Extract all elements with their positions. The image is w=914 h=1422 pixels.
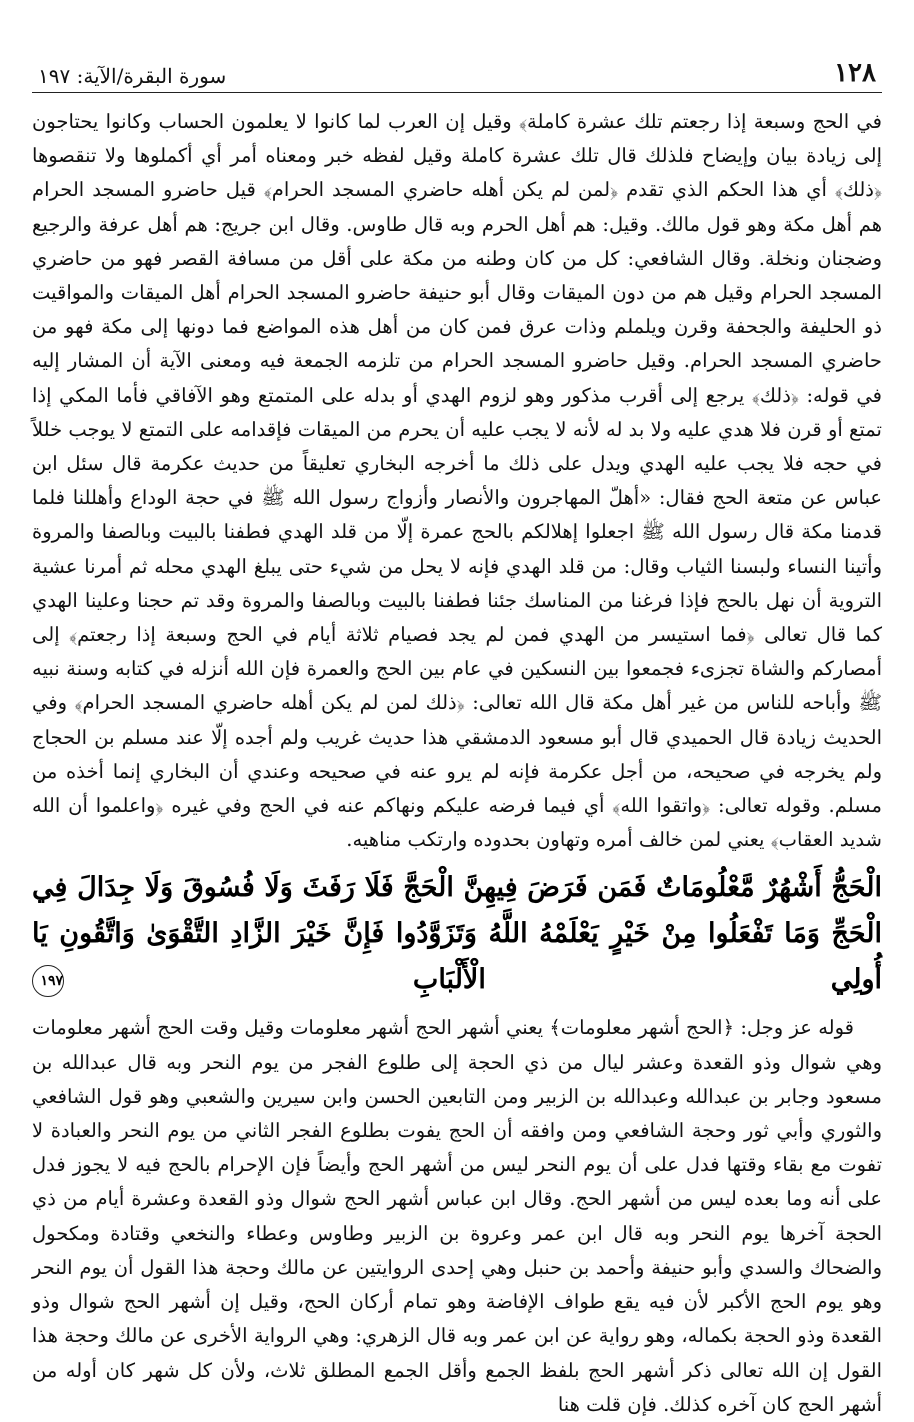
commentary-paragraph-1: في الحج وسبعة إذا رجعتم تلك عشرة كاملة﴾ وقيل إن العرب لما كانوا لا يعلمون الحساب وكانوا يحتاجون إلى زيادة بيان وإيضاح فلذلك قال تلك عشرة كاملة وقيل لفظه خبر ومعناه أمر أي أكملوها ولا تنقصوها ﴿ذلك﴾ أي هذا الحكم الذي تقدم ﴿لمن لم يكن أهله حاضري المسجد الحرام﴾ قيل حاضرو المسجد الحرام هم أهل مكة وهو قول مالك. وقيل: هم أهل الحرم وبه قال طاوس. وقال ابن جريج: هم أهل عرفة والرجيع وضجنان ونخلة. وقال الشافعي: كل من كان وطنه من مكة على أقل من مسافة القصر فهو من حاضري المسجد الحرام وقيل هم من دون الميقات وقال أبو حنيفة حاضرو المسجد الحرام أهل الميقات والمواقيت ذو الحليفة والجحفة وقرن ويلملم وذات عرق فمن كان من أهل هذه المواضع فما دونها إلى مكة فهو من حاضري المسجد الحرام. وقيل حاضرو المسجد الحرام من تلزمه الجمعة فيه ومعنى الآية أن المشار إليه في قوله: ﴿ذلك﴾ يرجع إلى أقرب مذكور وهو لزوم الهدي أو بدله على المتمتع وهو الآفاقي فأما المكي إذا تمتع أو قرن فلا هدي عليه ولا بد له لأنه لا يجب عليه أن يحرم من الميقات فإقدامه على التمتع لا يوجب خللاً في حجه فلا يجب عليه الهدي ويدل على ذلك ما أخرجه البخاري تعليقاً من حديث عكرمة قال سئل ابن عباس عن متعة الحج فقال: «أهلّ المهاجرون والأنصار وأزواج رسول الله ﷺ في حجة الوداع وأهللنا فلما قدمنا مكة قال رسول الله ﷺ اجعلوا إهلالكم بالحج عمرة إلّا من قلد الهدي فطفنا بالبيت وبالصفا والمروة وأتينا النساء ولبسنا الثياب وقال: من قلد الهدي فإنه لا يحل من شيء حتى يبلغ الهدي محله ثم أمرنا عشية التروية أن نهل بالحج فإذا فرغنا من المناسك جئنا فطفنا بالبيت وبالصفا والمروة وقد تم حجنا وعلينا الهدي كما قال تعالى ﴿فما استيسر من الهدي فمن لم يجد فصيام ثلاثة أيام في الحج وسبعة إذا رجعتم﴾ إلى أمصاركم والشاة تجزىء فجمعوا بين النسكين في عام بين الحج والعمرة فإن الله أنزله في كتابه وسنة نبيه ﷺ وأباحه للناس من غير أهل مكة قال الله تعالى: ﴿ذلك لمن لم يكن أهله حاضري المسجد الحرام﴾ وفي الحديث زيادة قال الحميدي قال أبو مسعود الدمشقي هذا حديث غريب ولم أجده إلّا عند مسلم بن الحجاج ولم يخرجه في صحيحه، من أجل عكرمة فإنه لم يرو عنه في صحيحه وعندي أن البخاري إنما أخذه من مسلم. وقوله تعالى: ﴿واتقوا الله﴾ أي فيما فرضه عليكم ونهاكم عنه في الحج وفي غيره ﴿واعلموا أن الله شديد العقاب﴾ يعني لمن خالف أمره وتهاون بحدوده وارتكب مناهيه.	[32, 110, 882, 852]
commentary-paragraph-2: قوله عز وجل: ﴿الحج أشهر معلومات﴾ يعني أشهر الحج أشهر معلومات وقيل وقت الحج أشهر معلومات وهي شوال وذو القعدة وعشر ليال من ذي الحجة إلى طلوع الفجر من يوم النحر وبه قال عبدالله بن مسعود وجابر بن عبدالله وعبدالله بن الزبير ومن التابعين الحسن وابن سيرين والشعبي وهو قول الشافعي والثوري وأبي ثور وحجة الشافعي ومن وافقه أن الحج يفوت بطلوع الفجر الثاني من يوم النحر والعبادة لا تفوت مع بقاء وقتها فدل على أن يوم النحر ليس من أشهر الحج وأيضاً فإن الإحرام بالحج فيه لا يجوز فدل على أنه وما بعده ليس من أشهر الحج. وقال ابن عباس أشهر الحج شوال وذو القعدة وعشرة أيام من ذي الحجة آخرها يوم النحر وبه قال ابن عمر وعروة بن الزبير وطاوس وعطاء والنخعي وقتادة ومكحول والضحاك والسدي وأبو حنيفة وأحمد بن حنبل وهي إحدى الروايتين عن مالك وحجة هذا القول أن يوم النحر وهو يوم الحج الأكبر لأن فيه يقع طواف الإفاضة وهو تمام أركان الحج، وقيل إن أشهر الحج شوال وذو القعدة وذو الحجة بكماله، وهو رواية عن ابن عمر وبه قال الزهري: وهي الرواية الأخرى عن مالك وحجة هذا القول إن الله تعالى ذكر أشهر الحج بلفظ الجمع وأقل الجمع المطلق ثلاث، ولأن كل شهر كان أوله من أشهر الحج كان آخره كذلك. فإن قلت هنا	[32, 1016, 882, 1416]
quran-verse	[32, 865, 882, 1003]
book-page	[32, 48, 882, 1416]
running-title: سورة البقرة/الآية: ١٩٧	[38, 64, 227, 88]
page-body	[32, 105, 882, 1422]
page-number: ١٢٨	[834, 58, 876, 88]
verse-text: الْحَجُّ أَشْهُرٌ مَّعْلُومَاتٌ فَمَن فَرَضَ فِيهِنَّ الْحَجَّ فَلَا رَفَثَ وَلَا فُسُوقَ وَلَا جِدَالَ فِي الْحَجِّ وَمَا تَفْعَلُوا مِنْ خَيْرٍ يَعْلَمْهُ اللَّهُ وَتَزَوَّدُوا فَإِنَّ خَيْرَ الزَّادِ التَّقْوَىٰ وَاتَّقُونِ يَا أُولِي الْأَلْبَابِ	[32, 872, 882, 996]
page-header	[32, 48, 882, 93]
verse-number-mark: ١٩٧	[32, 965, 64, 997]
